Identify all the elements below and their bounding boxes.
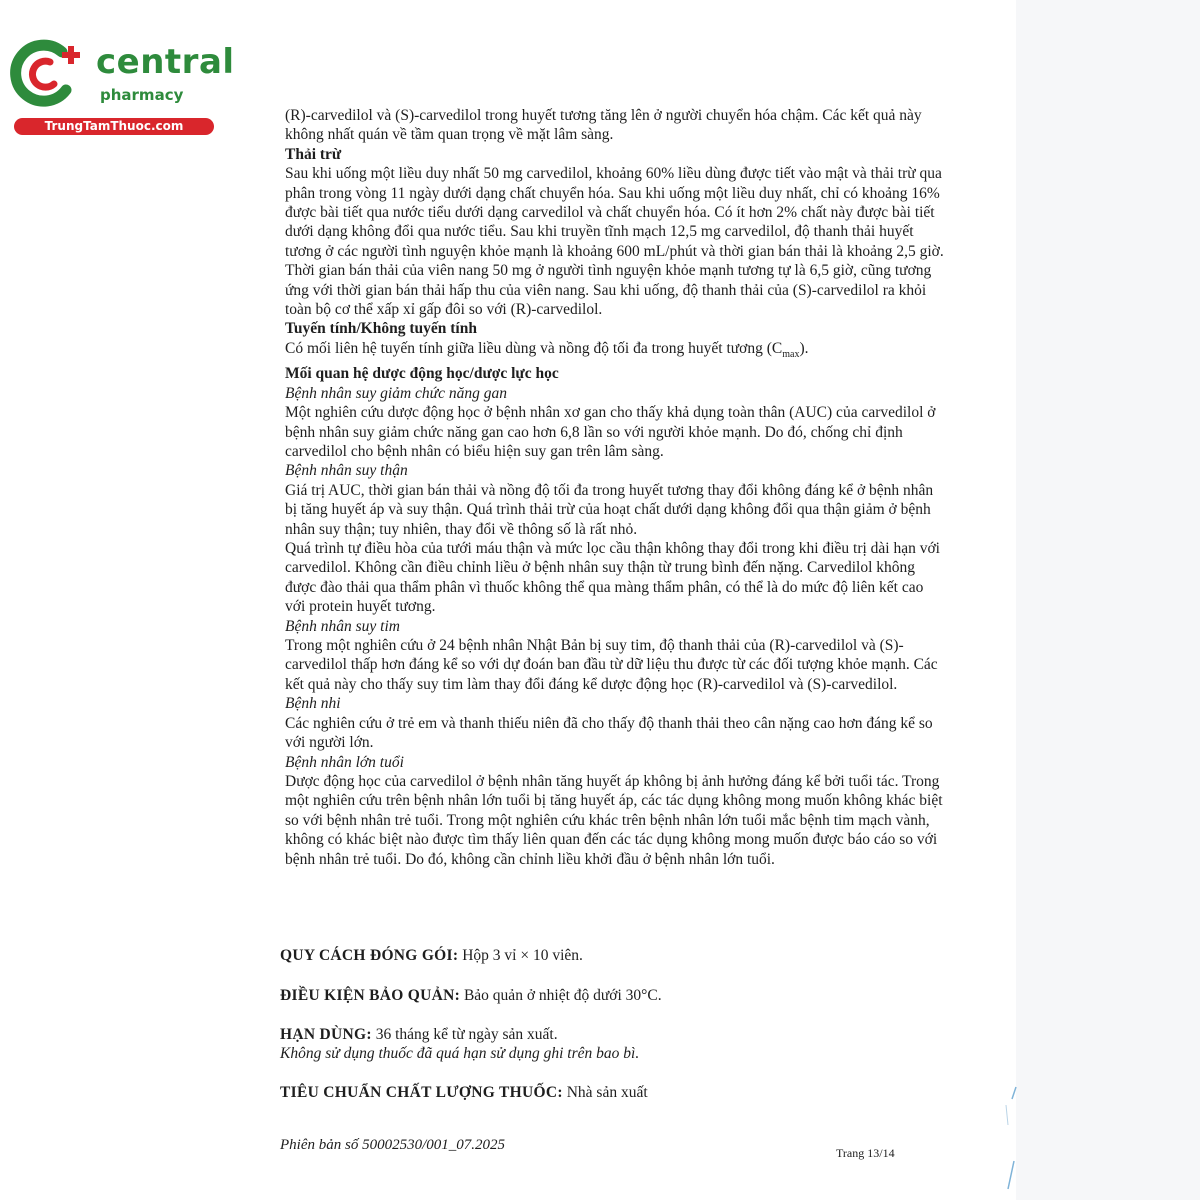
cmax-subscript: max [782, 348, 800, 360]
leaflet-body [285, 106, 945, 869]
storage-value: Bảo quản ở nhiệt độ dưới 30°C. [460, 987, 662, 1004]
subheading-heart-failure: Bệnh nhân suy tim [285, 617, 400, 635]
packaging-label: QUY CÁCH ĐÓNG GÓI: [280, 947, 459, 964]
heading-linearity: Tuyến tính/Không tuyến tính [285, 320, 477, 338]
shelf-life-value: 36 tháng kể từ ngày sản xuất. [371, 1026, 558, 1043]
heading-pk-pd: Mối quan hệ dược động học/dược lực học [285, 365, 559, 383]
version-number: Phiên bản số 50002530/001_07.2025 [280, 1137, 505, 1153]
packaging-value: Hộp 3 vỉ × 10 viên. [458, 947, 583, 964]
paragraph: Trong một nghiên cứu ở 24 bệnh nhân Nhật Bản bị suy tim, độ thanh thải của (R)-carvedilol và (S)-carvedilol thấp hơn đáng kể so với dự đoán ban đầu từ dữ liệu thu được từ các đối tượng khỏe mạnh. Các kết quả này cho thấy suy tim làm thay đổi đáng kể dược động học (R)-carvedilol và (S)-carvedilol. [285, 637, 938, 693]
logo-sub-text: pharmacy [100, 86, 184, 104]
paragraph: Thời gian bán thải của viên nang 50 mg ở người tình nguyện khỏe mạnh tương tự là 6,5 giờ, cũng tương ứng với thời gian bán thải hấp thu của viên nang. Sau khi uống, độ thanh thải của (S)-carvedilol ra khỏi toàn bộ cơ thể xấp xỉ gấp đôi so với (R)-carvedilol. [285, 262, 932, 319]
central-pharmacy-logo[interactable] [10, 38, 235, 138]
section-shelf-life [280, 1025, 980, 1064]
paragraph: (R)-carvedilol và (S)-carvedilol trong huyết tương tăng lên ở người chuyển hóa chậm. Các kết quả này không nhất quán về tầm quan trọng về mặt lâm sàng. [285, 107, 922, 144]
paragraph: Các nghiên cứu ở trẻ em và thanh thiếu niên đã cho thấy độ thanh thải theo cân nặng cao hơn đáng kể so với người lớn. [285, 714, 933, 752]
shelf-life-note: Không sử dụng thuốc đã quá hạn sử dụng ghi trên bao bì. [280, 1045, 640, 1063]
subheading-pediatric: Bệnh nhi [285, 695, 341, 713]
section-storage [280, 986, 980, 1005]
quality-label: TIÊU CHUẨN CHẤT LƯỢNG THUỐC: [280, 1084, 563, 1101]
logo-site-banner: TrungTamThuoc.com [14, 118, 214, 135]
section-quality [280, 1083, 980, 1102]
storage-label: ĐIỀU KIỆN BẢO QUẢN: [280, 987, 461, 1004]
paragraph-cmax [285, 339, 945, 365]
subheading-elderly: Bệnh nhân lớn tuổi [285, 753, 404, 771]
cmax-text: Có mối liên hệ tuyến tính giữa liều dùng và nồng độ tối đa trong huyết tương (C [285, 339, 783, 357]
logo-brand-text: central [96, 42, 235, 82]
quality-value: Nhà sản xuất [562, 1084, 648, 1101]
page-number: Trang 13/14 [836, 1146, 895, 1160]
section-packaging [280, 946, 980, 965]
paragraph: Dược động học của carvedilol ở bệnh nhân tăng huyết áp không bị ảnh hưởng đáng kể bởi tuổi tác. Trong một nghiên cứu trên bệnh nhân lớn tuổi bị tăng huyết áp, các tác dụng không mong muốn không khác biệt so với bệnh nhân trẻ tuổi. Trong một nghiên cứu khác trên bệnh nhân lớn tuổi mắc bệnh tim mạch vành, không có khác biệt nào được tìm thấy liên quan đến các tác dụng không mong muốn được báo cáo so với bệnh nhân trẻ tuổi. Do đó, không cần chỉnh liều khởi đầu ở bệnh nhân lớn tuổi. [285, 772, 943, 868]
paragraph: Sau khi uống một liều duy nhất 50 mg carvedilol, khoảng 60% liều dùng được tiết vào mật và thải trừ qua phân trong vòng 11 ngày dưới dạng chất chuyển hóa. Sau khi uống một liều duy nhất, chỉ có khoảng 16% được bài tiết qua nước tiểu dưới dạng carvedilol và chất chuyển hóa. Có ít hơn 2% chất này được bài tiết dưới dạng không đổi qua nước tiểu. Sau khi truyền tĩnh mạch 12,5 mg carvedilol, độ thanh thải huyết tương ở các người tình nguyện khỏe mạnh là khoảng 600 mL/phút và thời gian bán thải là khoảng 2,5 giờ. [285, 165, 944, 260]
paragraph: Một nghiên cứu dược động học ở bệnh nhân xơ gan cho thấy khả dụng toàn thân (AUC) của carvedilol ở bệnh nhân suy giảm chức năng gan cao hơn 6,8 lần so với người khỏe mạnh. Do đó, chống chỉ định carvedilol cho bệnh nhân có biểu hiện suy gan trên lâm sàng. [285, 404, 936, 460]
paragraph: Giá trị AUC, thời gian bán thải và nồng độ tối đa trong huyết tương thay đổi không đáng kể ở bệnh nhân bị tăng huyết áp và suy thận. Quá trình thải trừ của hoạt chất dưới dạng không đổi qua thận giảm ở bệnh nhân suy thận; tuy nhiên, thay đổi về thông số là rất nhỏ. [285, 481, 934, 538]
shelf-life-label: HẠN DÙNG: [280, 1026, 372, 1043]
edge-scan-mark-icon [1000, 1085, 1020, 1195]
cmax-end: ). [799, 339, 809, 357]
subheading-hepatic: Bệnh nhân suy giảm chức năng gan [285, 384, 507, 402]
logo-c-cross-icon [10, 38, 90, 108]
page-edge [1016, 0, 1200, 1200]
subheading-renal: Bệnh nhân suy thận [285, 462, 408, 480]
paragraph: Quá trình tự điều hòa của tưới máu thận và mức lọc cầu thận không thay đổi trong khi điều trị dài hạn với carvedilol. Không cần điều chỉnh liều ở bệnh nhân suy thận từ trung bình đến nặng. Carvedilol không được đào thải qua thẩm phân vì thuốc không thể qua màng thẩm phân, có thể là do mức độ liên kết cao với protein huyết tương. [285, 540, 940, 616]
heading-elimination: Thải trừ [285, 145, 342, 163]
